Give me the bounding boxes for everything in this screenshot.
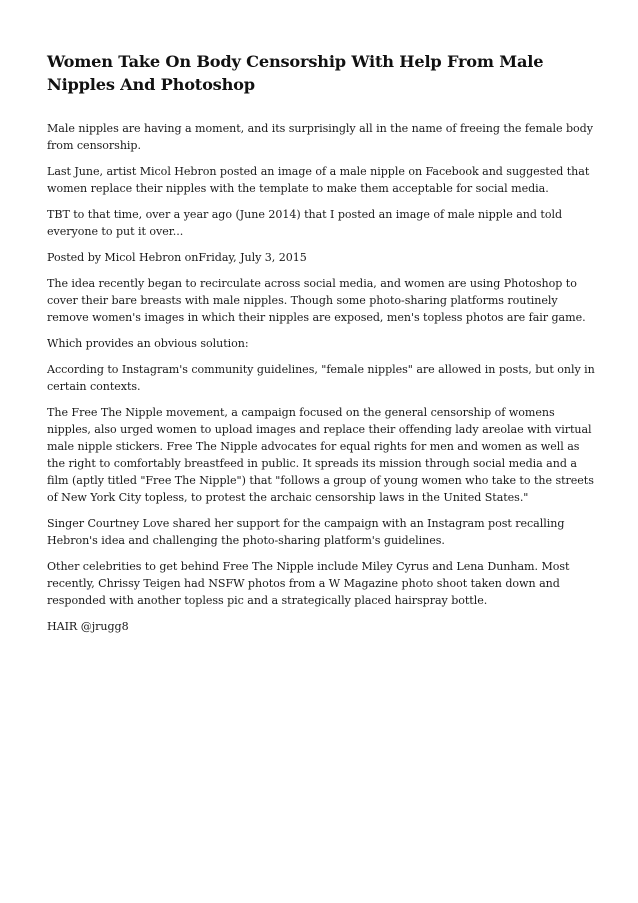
paragraph-recirculate: The idea recently began to recirculate across social media, and women are using Photoshop to cover their bare breasts with male nipples. Though some photo-sharing platforms routinely remove women's images in which their nipples are exposed, men's topless photos are fair game. bbox=[47, 277, 586, 324]
document-page bbox=[47, 50, 595, 644]
paragraph-tbt: TBT to that time, over a year ago (June 2014) that I posted an image of male nipple and told everyone to put it over... bbox=[47, 208, 562, 238]
paragraph-last-june: Last June, artist Micol Hebron posted an image of a male nipple on Facebook and suggested that women replace their nipples with the template to make them acceptable for social media. bbox=[47, 165, 590, 195]
article-title: Women Take On Body Censorship With Help From Male Nipples And Photoshop bbox=[47, 52, 544, 94]
paragraph-instagram-guidelines: According to Instagram's community guidelines, "female nipples" are allowed in posts, but only in certain contexts. bbox=[47, 363, 595, 393]
paragraph-solution: Which provides an obvious solution: bbox=[47, 337, 249, 350]
paragraph-posted-by: Posted by Micol Hebron onFriday, July 3, 2015 bbox=[47, 251, 307, 264]
paragraph-free-the-nipple: The Free The Nipple movement, a campaign focused on the general censorship of womens nipples, also urged women to upload images and replace their offending lady areolae with virtual male nipple stickers. Free The Nipple advocates for equal rights for men and women as well as the right to comfortably breastfeed in public. It spreads its mission through social media and a film (aptly titled "Free The Nipple") that "follows a group of young women who take to the streets of New York City topless, to protest the archaic censorship laws in the United States." bbox=[47, 406, 594, 504]
paragraph-courtney-love: Singer Courtney Love shared her support for the campaign with an Instagram post recalling Hebron's idea and challenging the photo-sharing platform's guidelines. bbox=[47, 517, 565, 547]
paragraph-celebrities: Other celebrities to get behind Free The Nipple include Miley Cyrus and Lena Dunham. Most recently, Chrissy Teigen had NSFW photos from a W Magazine photo shoot taken down and responded with another topless pic and a strategically placed hairspray bottle. bbox=[47, 560, 570, 607]
paragraph-intro: Male nipples are having a moment, and its surprisingly all in the name of freeing the female body from censorship. bbox=[47, 122, 593, 152]
paragraph-credit: HAIR @jrugg8 bbox=[47, 620, 129, 633]
